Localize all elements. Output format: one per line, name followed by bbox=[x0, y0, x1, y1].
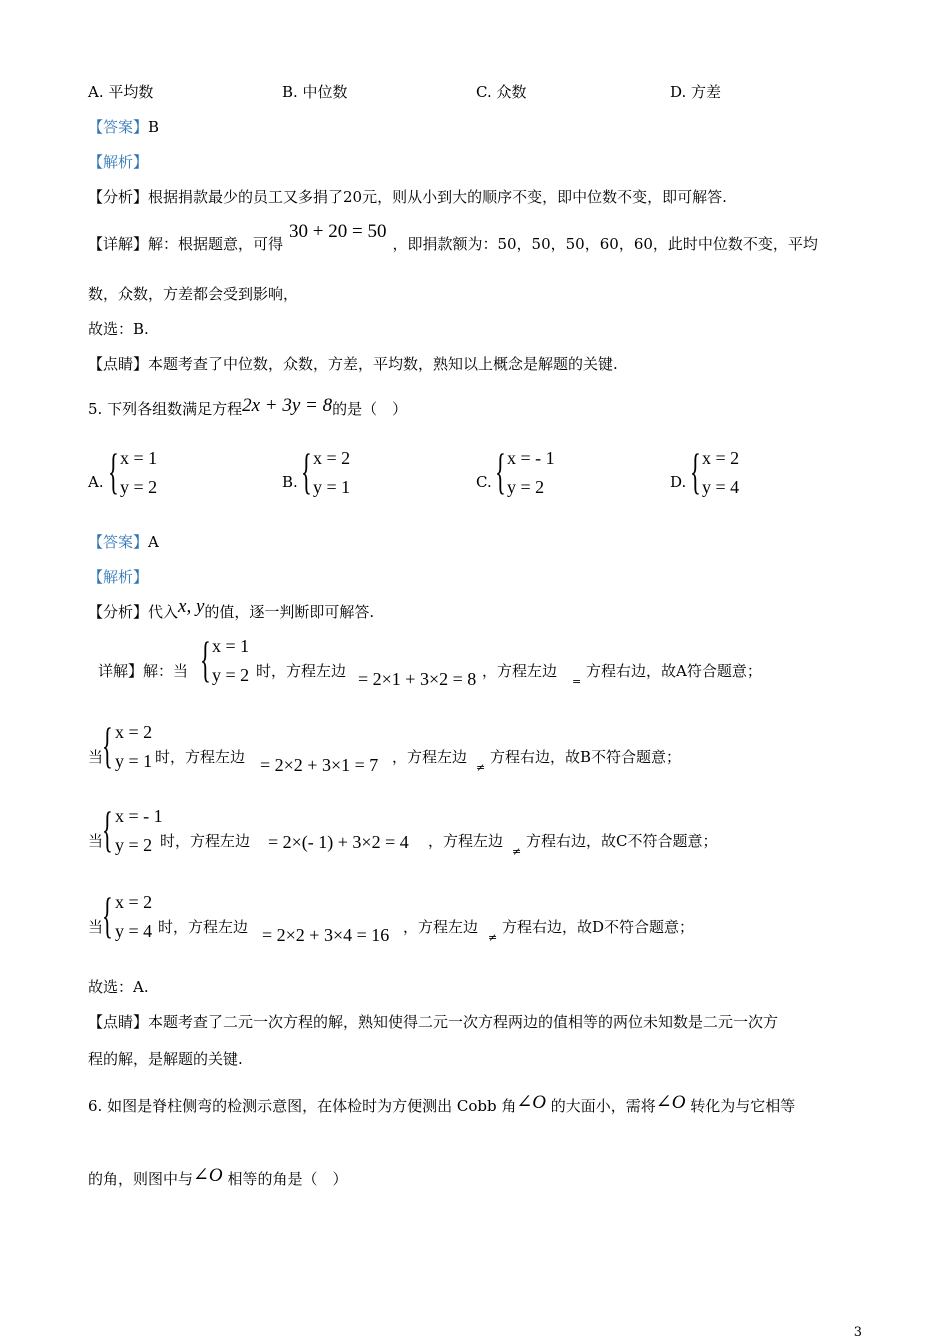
q4-xiangjie: 【详解】解：根据题意，可得30 + 20 = 50，即捐款额为：50，50，50，60，60，此时中位数不变，平均 bbox=[88, 221, 818, 253]
q5-dianjing-line2: 程的解，是解题的关键. bbox=[88, 1050, 243, 1068]
q6-stem: 6. 如图是脊柱侧弯的检测示意图，在体检时为方便测出 Cobb 角∠O 的大面小，需将∠O 转化为与它相等 bbox=[88, 1092, 796, 1115]
q5-option-d-label: D. bbox=[670, 473, 687, 491]
q4-jiexi: 【解析】 bbox=[88, 153, 149, 171]
q4-answer: 【答案】B bbox=[88, 118, 160, 136]
q5-stem: 5. 下列各组数满足方程2x + 3y = 8的是（ ） bbox=[88, 395, 408, 418]
q4-fenxi: 【分析】根据捐款最少的员工又多捐了20元，则从小到大的顺序不变，即中位数不变，即可解答. bbox=[88, 188, 727, 206]
q4-option-b: B. 中位数 bbox=[282, 83, 348, 101]
q4-formula: 30 + 20 = 50 bbox=[289, 221, 387, 242]
q4-guxuan: 故选：B. bbox=[88, 320, 149, 338]
q5-step-4: 当 { x = 2 y = 4 时，方程左边 = 2×2 + 3×4 = 16 ，方程左边 ≠ 方程右边，故D不符合题意； bbox=[88, 887, 695, 945]
q5-answer: 【答案】A bbox=[88, 533, 159, 551]
q5-jiexi: 【解析】 bbox=[88, 568, 149, 586]
q5-option-a-label: A. bbox=[88, 473, 104, 491]
q5-dianjing: 【点睛】本题考查了二元一次方程的解，熟知使得二元一次方程两边的值相等的两位未知数是二元一次方 bbox=[88, 1013, 779, 1031]
q5-option-c-label: C. bbox=[476, 473, 492, 491]
q6-stem-line2: 的角，则图中与∠O 相等的角是（ ） bbox=[88, 1165, 348, 1188]
q5-step-2: 当 { x = 2 y = 1 时，方程左边 = 2×2 + 3×1 = 7 ，方程左边 ≠ 方程右边，故B不符合题意； bbox=[88, 717, 682, 775]
q4-xiangjie-line2: 数，众数，方差都会受到影响， bbox=[88, 285, 299, 303]
q4-dianjing: 【点睛】本题考查了中位数，众数，方差，平均数，熟知以上概念是解题的关键. bbox=[88, 355, 618, 373]
q5-step-3: 当 { x = - 1 y = 2 时，方程左边 = 2×(- 1) + 3×2 = 4 ，方程左边 ≠ 方程右边，故C不符合题意； bbox=[88, 801, 718, 858]
q5-equation: 2x + 3y = 8 bbox=[242, 395, 333, 416]
q5-step-1: 详解】解：当 { x = 1 y = 2 时，方程左边 = 2×1 + 3×2 = 8 ，方程左边 = 方程右边，故A符合题意； bbox=[98, 631, 762, 689]
q4-option-c: C. 众数 bbox=[476, 83, 527, 101]
page-number: 3 bbox=[853, 1325, 862, 1340]
q4-option-d: D. 方差 bbox=[670, 83, 722, 101]
q5-option-b-label: B. bbox=[282, 473, 298, 491]
q4-option-a: A. 平均数 bbox=[88, 83, 154, 101]
q5-guxuan: 故选：A. bbox=[88, 978, 149, 996]
q5-fenxi: 【分析】代入x, y的值，逐一判断即可解答. bbox=[88, 596, 375, 621]
